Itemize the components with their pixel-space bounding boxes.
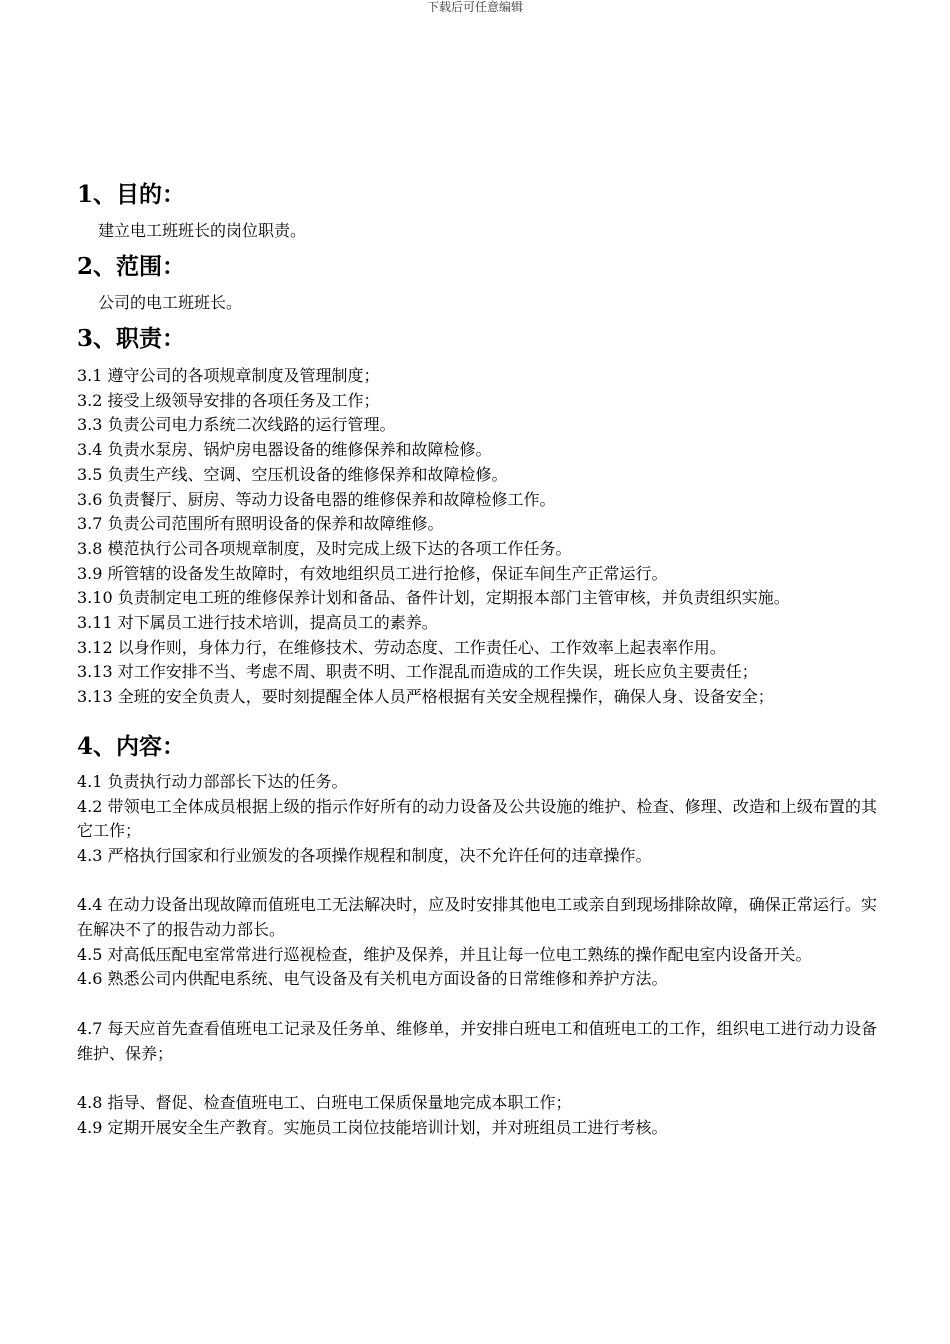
page-header-note: 下载后可任意编辑 [426, 0, 523, 14]
duty-item: 3.5 负责生产线、空调、空压机设备的维修保养和故障检修。 [77, 464, 508, 484]
scope-text: 公司的电工班班长。 [98, 293, 243, 312]
duty-item: 3.3 负责公司电力系统二次线路的运行管理。 [77, 415, 396, 435]
duty-item: 3.2 接受上级领导安排的各项任务及工作； [77, 390, 380, 410]
duty-item: 3.7 负责公司范围所有照明设备的保养和故障维修。 [77, 514, 444, 534]
duty-item: 3.4 负责水泵房、锅炉房电器设备的维修保养和故障检修。 [77, 440, 492, 460]
duty-item: 3.13 对工作安排不当、考虑不周、职责不明、工作混乱而造成的工作失误，班长应负主要责任； [77, 662, 758, 682]
blank-line [77, 1066, 877, 1091]
content-item: 4.5 对高低压配电室常常进行巡视检查，维护及保养，并且让每一位电工熟练的操作配电室内设备开关。 [77, 944, 812, 964]
section-heading-duties: 3、职责： [77, 325, 186, 352]
duty-item: 3.8 模范执行公司各项规章制度，及时完成上级下达的各项工作任务。 [77, 538, 572, 558]
duty-item: 3.1 遵守公司的各项规章制度及管理制度； [77, 366, 380, 385]
content-item: 4.8 指导、督促、检查值班电工、白班电工保质保量地完成本职工作； [77, 1092, 572, 1112]
purpose-text: 建立电工班班长的岗位职责。 [98, 221, 307, 240]
content-item: 4.7 每天应首先查看值班电工记录及任务单、维修单，并安排白班电工和值班电工的工作，组织电工进行动力设备维护、保养； [77, 1018, 877, 1063]
content-list [77, 770, 877, 1141]
content-item: 4.3 严格执行国家和行业颁发的各项操作规程和制度，决不允许任何的违章操作。 [77, 845, 652, 865]
blank-line [77, 992, 877, 1017]
section-heading-scope: 2、范围： [77, 253, 186, 280]
content-item: 4.1 负责执行动力部部长下达的任务。 [77, 771, 348, 791]
blank-line [77, 869, 877, 894]
duty-item: 3.10 负责制定电工班的维修保养计划和备品、备件计划，定期报本部门主管审核，并负责组织实施。 [77, 588, 790, 608]
section-heading-purpose: 1、目的： [77, 181, 186, 208]
duties-list [77, 364, 877, 710]
section-heading-content: 4、内容： [77, 732, 186, 760]
duty-item: 3.11 对下属员工进行技术培训，提高员工的素养。 [77, 613, 438, 633]
content-item: 4.2 带领电工全体成员根据上级的指示作好所有的动力设备及公共设施的维护、检查、修理、改造和上级布置的其它工作； [77, 796, 877, 841]
content-item: 4.6 熟悉公司内供配电系统、电气设备及有关机电方面设备的日常维修和养护方法。 [77, 969, 668, 989]
content-item: 4.4 在动力设备出现故障而值班电工无法解决时，应及时安排其他电工或亲自到现场排除故障，确保正常运行。实在解决不了的报告动力部长。 [77, 895, 877, 940]
duty-item: 3.6 负责餐厅、厨房、等动力设备电器的维修保养和故障检修工作。 [77, 489, 556, 509]
duty-item: 3.12 以身作则，身体力行，在维修技术、劳动态度、工作责任心、工作效率上起表率作用。 [77, 637, 726, 657]
duty-item: 3.9 所管辖的设备发生故障时，有效地组织员工进行抢修，保证车间生产正常运行。 [77, 563, 668, 583]
content-item: 4.9 定期开展安全生产教育。实施员工岗位技能培训计划，并对班组员工进行考核。 [77, 1117, 668, 1137]
duty-item: 3.13 全班的安全负责人，要时刻提醒全体人员严格根据有关安全规程操作，确保人身、设备安全； [77, 687, 774, 707]
document-body [77, 180, 877, 1140]
